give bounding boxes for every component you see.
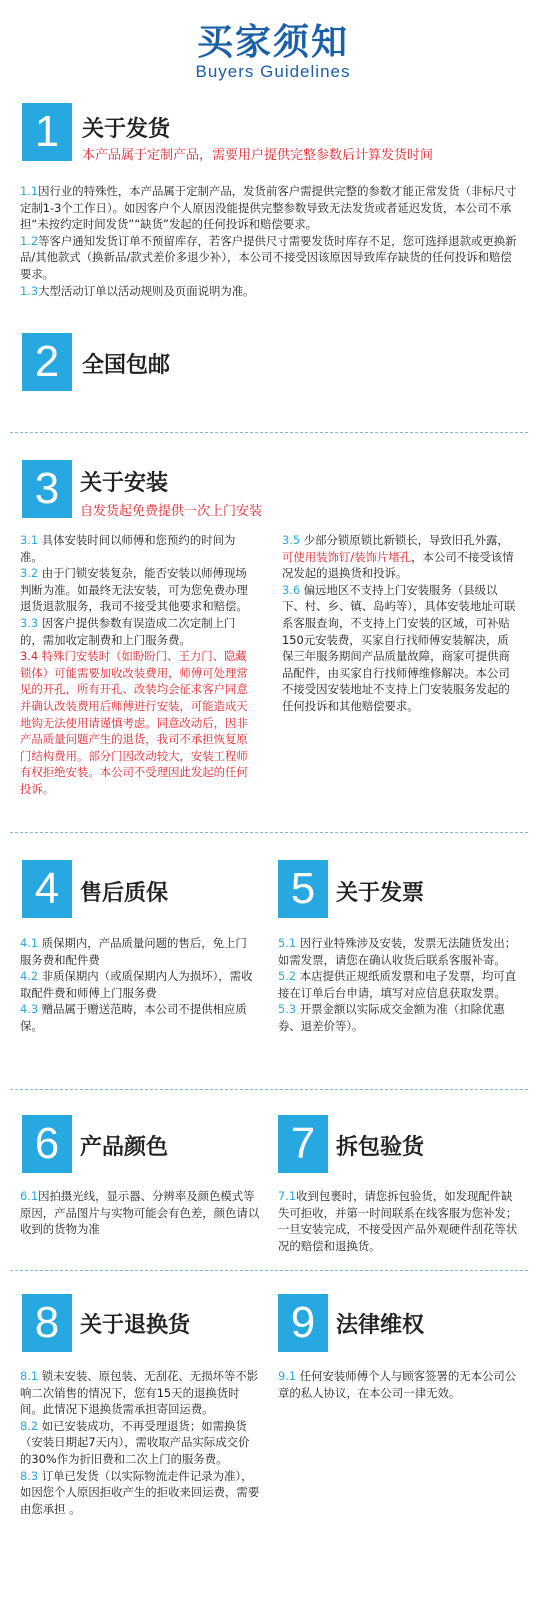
item-text: 非质保期内（或质保期内人为损坏），需收取配件费和师傅上门服务费	[20, 969, 253, 1000]
section-number-2: 2	[22, 333, 72, 391]
item-text: 少部分锁原锁比新锁长，导致旧孔外露，	[300, 533, 509, 547]
section-number-5: 5	[278, 860, 328, 918]
item-text: 本店提供正规纸质发票和电子发票，均可直接在订单后台申请，填写对应信息获取发票。	[278, 969, 517, 1000]
paragraph	[20, 233, 520, 283]
item-number: 1.1	[20, 184, 39, 198]
section-title-warranty: 售后质保	[80, 881, 169, 906]
paragraph	[20, 532, 256, 565]
item-number: 5.2	[278, 969, 297, 984]
paragraph-warning	[20, 648, 256, 797]
item-number: 3.6	[282, 582, 301, 597]
section-number-1: 1	[22, 103, 72, 161]
item-text: 因拍摄光线，显示器、分辨率及颜色模式等原因，产品图片与实物可能会有色差，颜色请以收到的货物为准	[20, 1189, 260, 1237]
item-number: 3.2	[20, 566, 39, 581]
paragraph	[278, 968, 518, 1001]
section-number-6: 6	[22, 1115, 72, 1173]
section-title-free-shipping: 全国包邮	[82, 353, 171, 378]
section-body-installation-left	[20, 532, 256, 798]
section-title-returns: 关于退换货	[80, 1313, 191, 1338]
item-number: 7.1	[278, 1189, 297, 1203]
item-text: 因行业特殊涉及安装，发票无法随货发出；如需发票，请您在确认收货后联系客服补寄。	[278, 936, 517, 967]
item-number: 3.5	[282, 533, 301, 547]
section-body-installation-right	[282, 532, 518, 715]
item-text: 收到包裹时，请您拆包验货，如发现配件缺失可拒收，并第一时间联系在线客服为您补发；一旦安装完成，不接受因产品外观硬件刮花等状况的赔偿和退换货。	[278, 1189, 518, 1253]
section-number-7: 7	[278, 1115, 328, 1173]
section-number-4: 4	[22, 860, 72, 918]
section-number-3: 3	[22, 460, 72, 518]
item-text: 任何安装师傅个人与顾客签署的无本公司公章的私人协议，在本公司一律无效。	[278, 1369, 517, 1400]
item-number: 9.1	[278, 1369, 297, 1383]
section-title-installation: 关于安装	[80, 471, 169, 496]
section-body-color	[20, 1188, 260, 1238]
item-number: 3.1	[20, 533, 39, 547]
item-text: 订单已发货（以实际物流走件记录为准），如因您个人原因拒收产生的拒收来回运费，需要由您承担 。	[20, 1468, 260, 1516]
item-text: 等客户通知发货订单不预留库存，若客户提供尺寸需要发货时库存不足，您可选择退款或更换新品/其他款式（换新品/款式差价多退少补），本公司不接受因该原因导致库存缺货的任何投诉和赔偿要求。	[20, 233, 517, 281]
section-subtitle-installation: 自发货起免费提供一次上门安装	[80, 504, 263, 519]
paragraph	[20, 1188, 260, 1238]
paragraph	[278, 1368, 518, 1401]
section-title-shipping: 关于发货	[82, 117, 171, 142]
item-number: 3.3	[20, 615, 39, 630]
item-text: 锁未安装、原包装、无刮花、无损坏等不影响二次销售的情况下，您有15天的退换货时间。此情况下退换货需承担寄回运费。	[20, 1369, 259, 1417]
item-text: 具体安装时间以师傅和您预约的时间为准。	[20, 533, 236, 564]
paragraph	[20, 935, 256, 968]
divider	[10, 1089, 528, 1090]
paragraph	[20, 565, 256, 615]
item-text: 因行业的特殊性，本产品属于定制产品，发货前客户需提供完整的参数才能正常发货（非标尺寸定制1-3个工作日）。如因客户个人原因没能提供完整参数导致无法发货或者延迟发货，本公司不承担“未按约定时间发货”“缺货”发起的任何投诉和赔偿要求。	[20, 184, 517, 232]
page-subtitle: Buyers Guidelines	[195, 62, 351, 81]
section-number-9: 9	[278, 1294, 328, 1352]
paragraph	[20, 1368, 260, 1418]
paragraph	[20, 283, 520, 300]
item-number: 8.2	[20, 1418, 39, 1433]
section-title-legal: 法律维权	[336, 1313, 425, 1338]
divider	[10, 432, 528, 433]
item-number: 4.2	[20, 969, 39, 984]
item-number: 4.3	[20, 1002, 39, 1017]
item-number: 5.1	[278, 936, 297, 950]
item-text: 赠品属于赠送范畴，本公司不提供相应质保。	[20, 1002, 247, 1033]
item-number: 1.2	[20, 233, 39, 248]
paragraph	[282, 532, 518, 582]
paragraph	[20, 1468, 260, 1518]
item-text: 质保期内，产品质量问题的售后，免上门服务费和配件费	[20, 936, 247, 967]
item-text: 偏远地区不支持上门安装服务（县级以下、村、乡、镇、岛屿等），具体安装地址可联系客服查询，不支持上门安装的区域，可补贴150元安装费，买家自行找师傅安装解决，质保三年服务期间产品质量故障，商家可提供商品配件，由买家自行找师傅维修解决。本公司不接受因安装地址不支持上门安装服务发起的任何投诉和其他赔偿要求。	[282, 582, 516, 713]
section-subtitle-shipping: 本产品属于定制产品，需要用户提供完整参数后计算发货时间	[82, 148, 434, 163]
section-body-warranty	[20, 935, 256, 1035]
section-title-inspection: 拆包验货	[336, 1135, 425, 1160]
section-body-returns	[20, 1368, 260, 1517]
paragraph	[20, 1001, 256, 1034]
paragraph	[278, 1001, 518, 1034]
divider	[10, 832, 528, 833]
section-body-legal	[278, 1368, 518, 1401]
item-number: 3.4	[20, 649, 39, 664]
item-number: 5.3	[278, 1002, 297, 1017]
item-text: 大型活动订单以活动规则及页面说明为准。	[38, 283, 255, 298]
paragraph	[20, 968, 256, 1001]
item-text: 特殊门安装时（如盼盼门、王力门、隐藏锁体）可能需要加收改装费用，师傅可处理常见的开孔，所有开孔、改装均会征求客户同意并确认改装费用后师傅进行安装，可能造成天地钩无法使用请谨慎考虑。同意改动后，因非产品质量问题产生的退货，我司不承担恢复原门结构费用。部分门因改动较大，安装工程师有权拒绝安装。本公司不受理因此发起的任何投诉。	[20, 649, 248, 796]
paragraph	[278, 935, 518, 968]
item-text-highlight: 可使用装饰钉/装饰片堵孔	[282, 549, 412, 564]
item-number: 8.3	[20, 1468, 39, 1483]
item-number: 4.1	[20, 936, 39, 950]
paragraph	[20, 1418, 260, 1468]
item-number: 1.3	[20, 283, 39, 298]
paragraph	[20, 183, 520, 233]
section-title-color: 产品颜色	[80, 1135, 169, 1160]
divider	[10, 1270, 528, 1271]
section-title-invoice: 关于发票	[336, 881, 425, 906]
item-number: 8.1	[20, 1369, 39, 1383]
paragraph	[282, 582, 518, 715]
paragraph	[20, 615, 256, 648]
item-text: 如已安装成功，不再受理退货；如需换货（安装日期起7天内），需收取产品实际成交价的30%作为折旧费和二次上门的服务费。	[20, 1418, 250, 1466]
section-number-8: 8	[22, 1294, 72, 1352]
item-text: 由于门锁安装复杂，能否安装以师傅现场判断为准。如最终无法安装，可为您免费办理退货退款服务，我司不接受其他要求和赔偿。	[20, 566, 248, 614]
item-text: ，本公司不接受该情况发起的退换货和投诉。	[282, 549, 514, 581]
paragraph	[278, 1188, 518, 1254]
item-text: 开票金额以实际成交金额为准（扣除优惠券、退差价等）。	[278, 1002, 505, 1033]
item-text: 因客户提供参数有误造成二次定制上门的，需加收定制费和上门服务费。	[20, 615, 236, 647]
item-number: 6.1	[20, 1189, 39, 1203]
section-body-shipping	[20, 183, 520, 299]
section-body-inspection	[278, 1188, 518, 1254]
page-title: 买家须知	[196, 22, 349, 63]
section-body-invoice	[278, 935, 518, 1035]
